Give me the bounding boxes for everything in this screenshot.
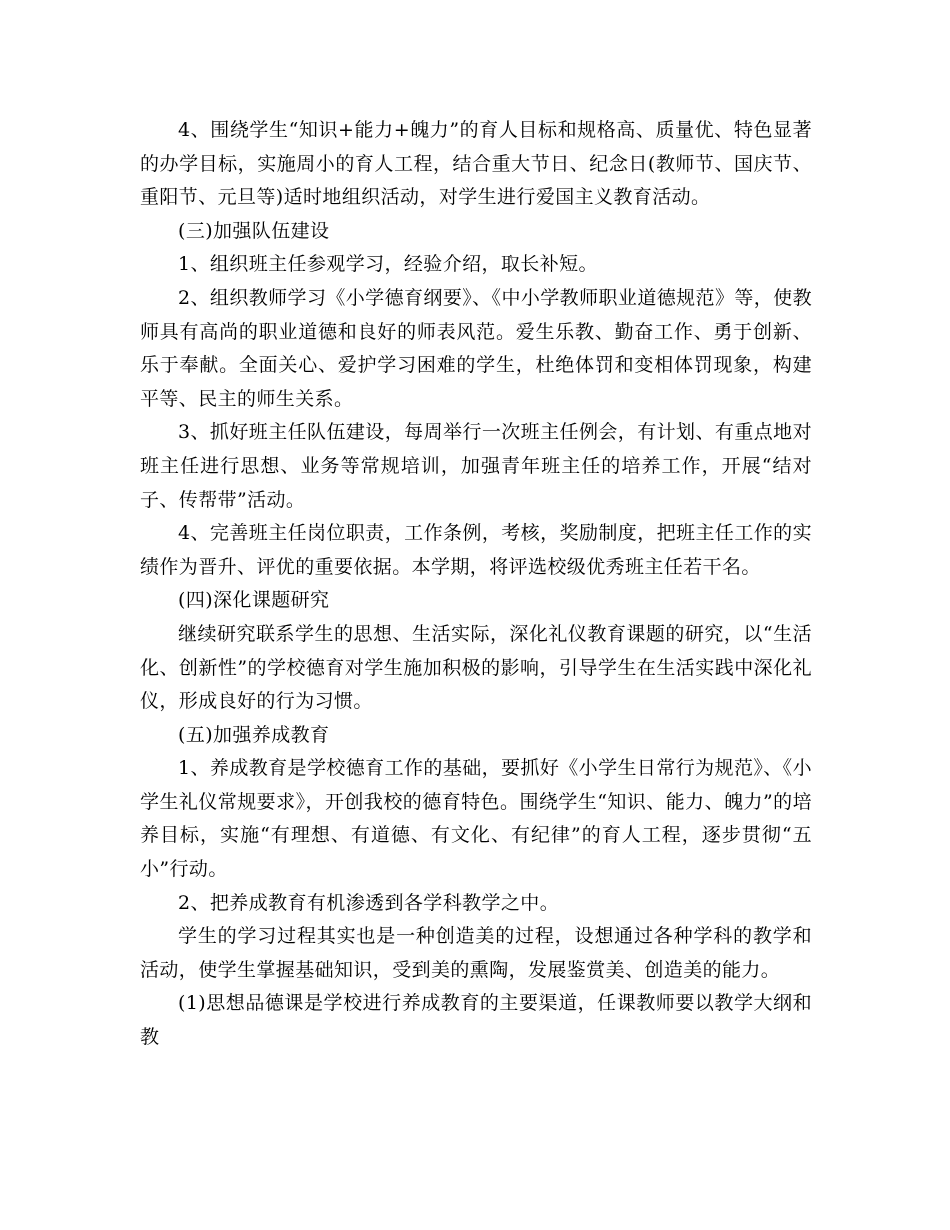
paragraph-etiquette-research: 继续研究联系学生的思想、生活实际，深化礼仪教育课题的研究，以“生活化、创新性”的学校德育对学生施加积极的影响，引导学生在生活实践中深化礼仪，形成良好的行为习惯。	[140, 622, 812, 713]
paragraph-moral-class: (1)思想品德课是学校进行养成教育的主要渠道，任课教师要以教学大纲和教	[140, 992, 812, 1049]
paragraph-creating-beauty: 学生的学习过程其实也是一种创造美的过程，设想通过各种学科的教学和活动，使学生掌握基础知识，受到美的熏陶，发展鉴赏美、创造美的能力。	[140, 925, 812, 981]
document-page	[140, 114, 812, 1055]
paragraph-teacher-ethics: 2、组织教师学习《小学德育纲要》、《中小学教师职业道德规范》等，使教师具有高尚的职业道德和良好的师表风范。爱生乐教、勤奋工作、勇于创新、乐于奉献。全面关心、爱护学习困难的学生，杜绝体罚和变相体罚现象，构建平等、民主的师生关系。	[140, 286, 812, 410]
paragraph-head-teacher-duties: 4、完善班主任岗位职责，工作条例，考核，奖励制度，把班主任工作的实绩作为晋升、评优的重要依据。本学期，将评选校级优秀班主任若干名。	[140, 522, 812, 578]
section-heading-research: (四)深化课题研究	[178, 589, 330, 612]
paragraph-habit-foundation: 1、养成教育是学校德育工作的基础，要抓好《小学生日常行为规范》、《小学生礼仪常规要求》，开创我校的德育特色。围绕学生“知识、能力、魄力”的培养目标，实施“有理想、有道德、有文化、有纪律”的育人工程，逐步贯彻“五小”行动。	[140, 757, 812, 881]
section-heading-team-building: (三)加强队伍建设	[178, 219, 330, 242]
paragraph-teacher-visits: 1、组织班主任参观学习，经验介绍，取长补短。	[178, 253, 598, 276]
paragraph-subject-integration: 2、把养成教育有机渗透到各学科教学之中。	[178, 891, 560, 914]
section-heading-habit-education: (五)加强养成教育	[178, 723, 330, 746]
paragraph-head-teacher-team: 3、抓好班主任队伍建设，每周举行一次班主任例会，有计划、有重点地对班主任进行思想、业务等常规培训，加强青年班主任的培养工作，开展“结对子、传帮带”活动。	[140, 421, 812, 511]
paragraph-patriotic-education: 4、围绕学生“知识+能力+魄力”的育人目标和规格高、质量优、特色显著的办学目标，实施周小的育人工程，结合重大节日、纪念日(教师节、国庆节、重阳节、元旦等)适时地组织活动，对学生进行爱国主义教育活动。	[140, 119, 812, 209]
